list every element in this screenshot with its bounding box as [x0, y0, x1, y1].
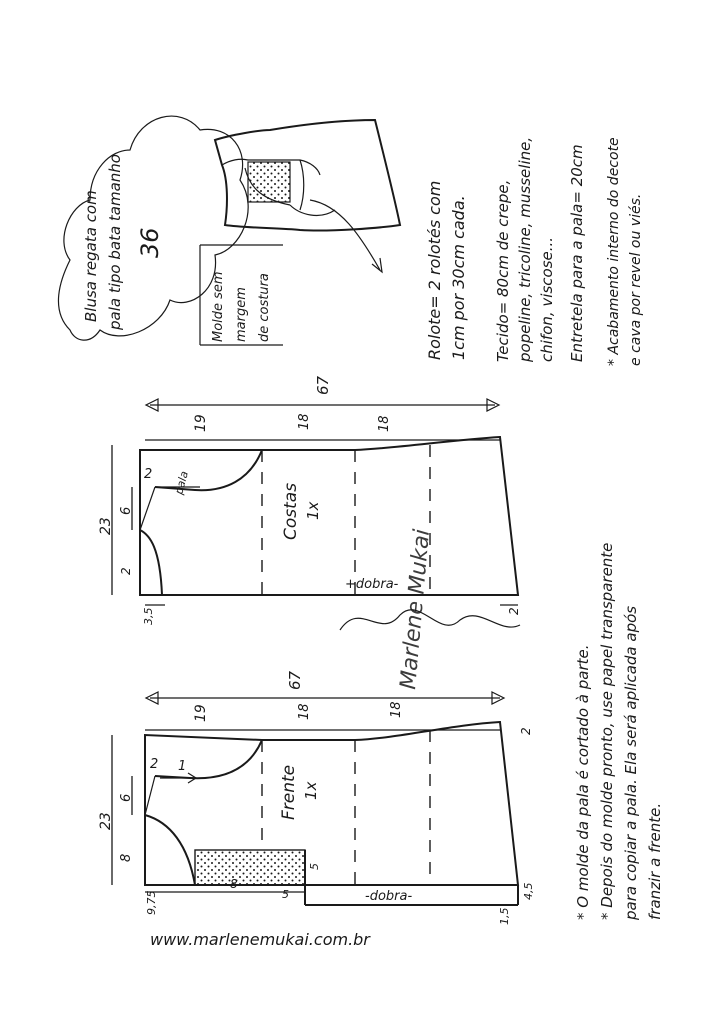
front-dim-975: 9,75 — [145, 890, 158, 915]
instruction-line4: franzir a frente. — [646, 802, 664, 920]
note-line3: de costura — [257, 273, 272, 342]
acabamento-line1: * Acabamento interno do decote — [606, 137, 622, 366]
back-dim-6: 6 — [119, 506, 134, 515]
instruction-line2: * Depois do molde pronto, use papel transparente — [598, 542, 616, 920]
back-name: Costas — [281, 482, 301, 540]
blouse-sketch — [215, 120, 400, 272]
back-dim-19: 19 — [193, 414, 209, 432]
front-piece — [98, 670, 535, 925]
front-dim-2c: 2 — [519, 727, 533, 735]
front-dim-18b: 18 — [389, 701, 404, 718]
acabamento-line2: e cava por revel ou viés. — [628, 193, 644, 366]
title-size: 36 — [136, 227, 164, 258]
tecido-line1: Tecido= 80cm de crepe, — [494, 179, 512, 362]
materials-notes — [425, 137, 644, 366]
front-name: Frente — [279, 764, 299, 820]
instruction-line1: * O molde da pala é cortado à parte. — [574, 644, 592, 920]
back-dim-18b: 18 — [377, 415, 392, 432]
front-dim-19: 19 — [193, 704, 209, 722]
front-dim-6: 6 — [119, 793, 134, 802]
front-dim-67: 67 — [286, 670, 304, 690]
back-fold-label: +dobra- — [345, 577, 399, 592]
front-dim-23: 23 — [98, 812, 114, 830]
instructions — [574, 543, 664, 921]
title-line2: pala tipo bata tamanho — [106, 154, 124, 330]
note-line2: margem — [234, 287, 249, 342]
tecido-line2: popeline, tricoline, musseline, — [516, 136, 534, 362]
back-dim-2a: 2 — [144, 467, 153, 482]
front-qty: 1x — [302, 781, 320, 800]
rolote-line1: Rolote= 2 rolotés com — [425, 180, 444, 360]
back-dim-35: 3,5 — [142, 607, 155, 625]
rolote-line2: 1cm por 30cm cada. — [449, 195, 468, 360]
front-dim-5b: 5 — [308, 863, 321, 870]
instruction-line3: para copiar a pala. Ela será aplicada após — [622, 605, 640, 920]
front-dim-5a: 5 — [282, 888, 289, 901]
front-dim-18a: 18 — [297, 703, 312, 720]
signature — [340, 528, 520, 690]
front-dim-8: 8 — [119, 853, 134, 862]
front-dim-2a: 2 — [150, 757, 159, 772]
signature-text: Marlene Mukai — [396, 528, 435, 691]
back-dim-18a: 18 — [297, 413, 312, 430]
front-dim-8b: 8 — [230, 877, 238, 891]
front-fold-label: -dobra- — [365, 889, 413, 904]
front-dim-15: 1,5 — [498, 907, 511, 925]
entretela-line: Entretela para a pala= 20cm — [568, 144, 586, 362]
sketch-yoke — [248, 162, 290, 202]
front-dim-45: 4,5 — [522, 882, 535, 900]
back-qty: 1x — [304, 501, 322, 520]
back-pala-label: pala — [172, 469, 191, 496]
tecido-line3: chifon, viscose... — [538, 236, 556, 362]
note-line1: Molde sem — [211, 271, 226, 342]
back-dim-23: 23 — [98, 517, 114, 535]
back-dim-67: 67 — [314, 375, 332, 395]
note-box — [200, 245, 283, 345]
website-url: www.marlenemukai.com.br — [150, 930, 370, 949]
front-dim-1: 1 — [178, 759, 187, 774]
back-dim-2b: 2 — [119, 567, 133, 575]
back-dim-2c: 2 — [507, 607, 521, 615]
title-line1: Blusa regata com — [82, 190, 100, 322]
back-piece — [98, 375, 521, 625]
front-yoke-dots — [195, 850, 305, 885]
